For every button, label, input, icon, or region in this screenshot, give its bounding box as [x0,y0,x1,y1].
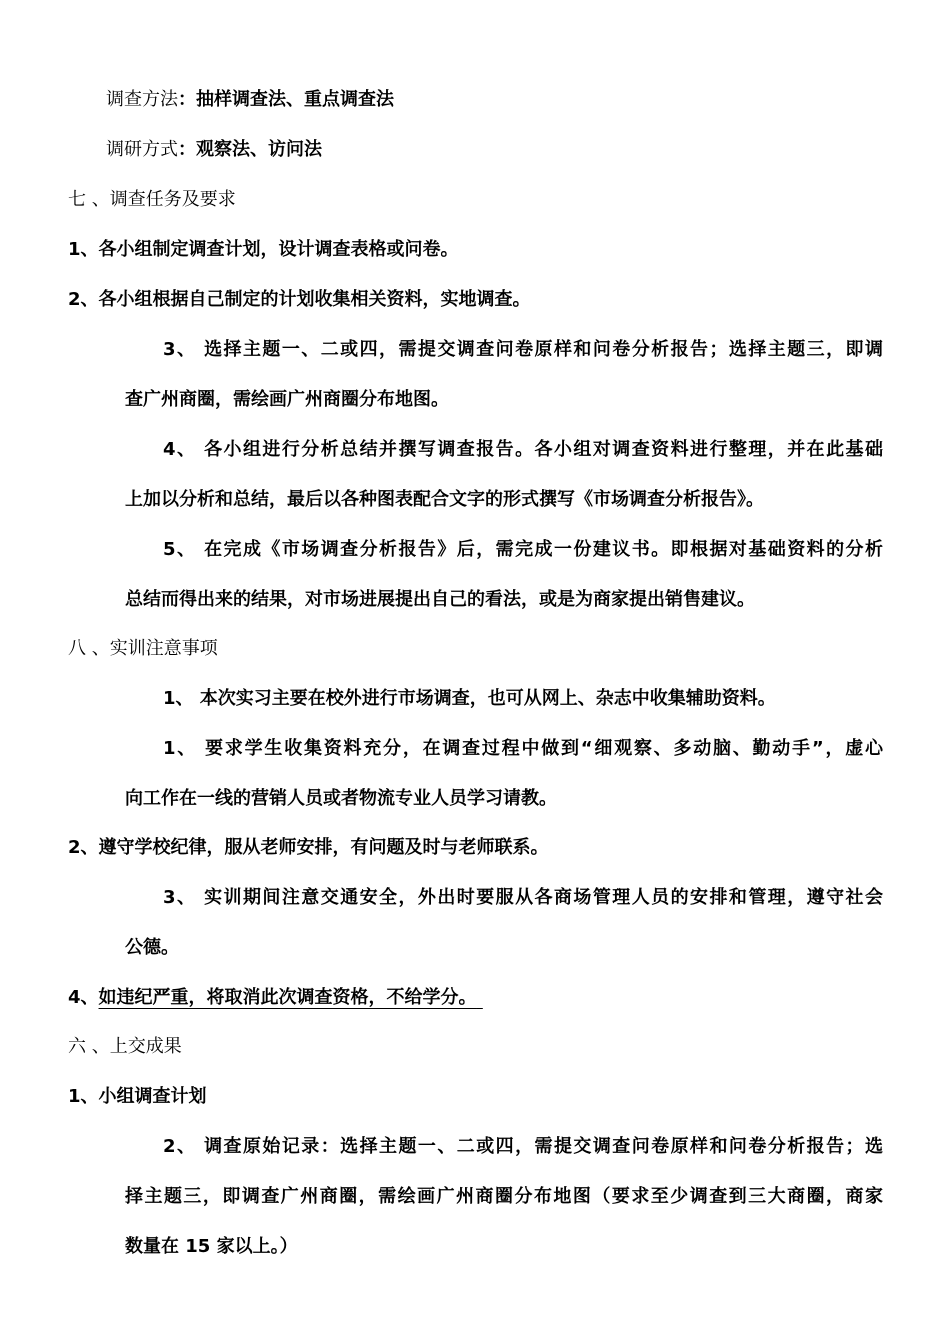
section-7-item-2: 2、各小组根据自己制定的计划收集相关资料，实地调查。 [68,289,531,310]
section-7-item-1: 1、各小组制定调查计划，设计调查表格或问卷。 [68,239,459,260]
section-8-item-4-number: 4、 [68,987,99,1008]
section-8-item-4 [68,986,483,1010]
section-6-item-1: 1、小组调查计划 [68,1086,207,1107]
section-8-heading: 八 、实训注意事项 [68,638,218,659]
section-7-heading: 七 、调查任务及要求 [68,189,236,210]
research-method-label: 调研方式 [106,139,178,160]
section-8-item-2: 2、遵守学校纪律，服从老师安排，有问题及时与老师联系。 [68,837,549,858]
section-6-item-2-line-3: 数量在 15 家以上。） [125,1236,298,1257]
section-8-item-3-line-1: 3、 实训期间注意交通安全，外出时要服从各商场管理人员的安排和管理，遵守社会 [163,887,883,908]
section-7-item-3-line-2: 查广州商圈，需绘画广州商圈分布地图。 [125,389,449,410]
survey-method-label: 调查方法 [106,89,178,110]
section-8-item-4-underline-tail [477,987,483,1008]
section-7-item-4-line-1: 4、 各小组进行分析总结并撰写调查报告。各小组对调查资料进行整理，并在此基础 [163,439,883,460]
section-6-heading: 六 、上交成果 [68,1036,182,1057]
survey-method-value: ：抽样调查法、重点调查法 [178,89,394,110]
section-7-item-3-line-1: 3、 选择主题一、二或四，需提交调查问卷原样和问卷分析报告；选择主题三，即调 [163,339,883,360]
section-6-item-2-line-1: 2、 调查原始记录：选择主题一、二或四，需提交调查问卷原样和问卷分析报告；选 [163,1136,883,1157]
section-7-item-4-line-2: 上加以分析和总结，最后以各种图表配合文字的形式撰写《市场调查分析报告》。 [125,489,764,510]
research-method-value: ：观察法、访问法 [178,139,322,160]
section-6-item-2-line-2: 择主题三，即调查广州商圈，需绘画广州商圈分布地图（要求至少调查到三大商圈，商家 [125,1186,883,1207]
section-8-item-1: 1、 本次实习主要在校外进行市场调查，也可从网上、杂志中收集辅助资料。 [163,688,776,709]
section-8-item-1b-line-1: 1、 要求学生收集资料充分，在调查过程中做到“细观察、多动脑、勤动手”，虚心 [163,738,883,759]
section-7-item-5-line-2: 总结而得出来的结果，对市场进展提出自己的看法，或是为商家提出销售建议。 [125,589,755,610]
section-8-item-1b-line-2: 向工作在一线的营销人员或者物流专业人员学习请教。 [125,788,557,809]
section-7-item-5-line-1: 5、 在完成《市场调查分析报告》后，需完成一份建议书。即根据对基础资料的分析 [163,539,883,560]
survey-method-line [106,88,394,112]
section-8-item-3-line-2: 公德。 [125,937,179,958]
section-8-item-4-text: 如违纪严重，将取消此次调查资格，不给学分。 [98,987,477,1008]
research-method-line [106,138,322,162]
